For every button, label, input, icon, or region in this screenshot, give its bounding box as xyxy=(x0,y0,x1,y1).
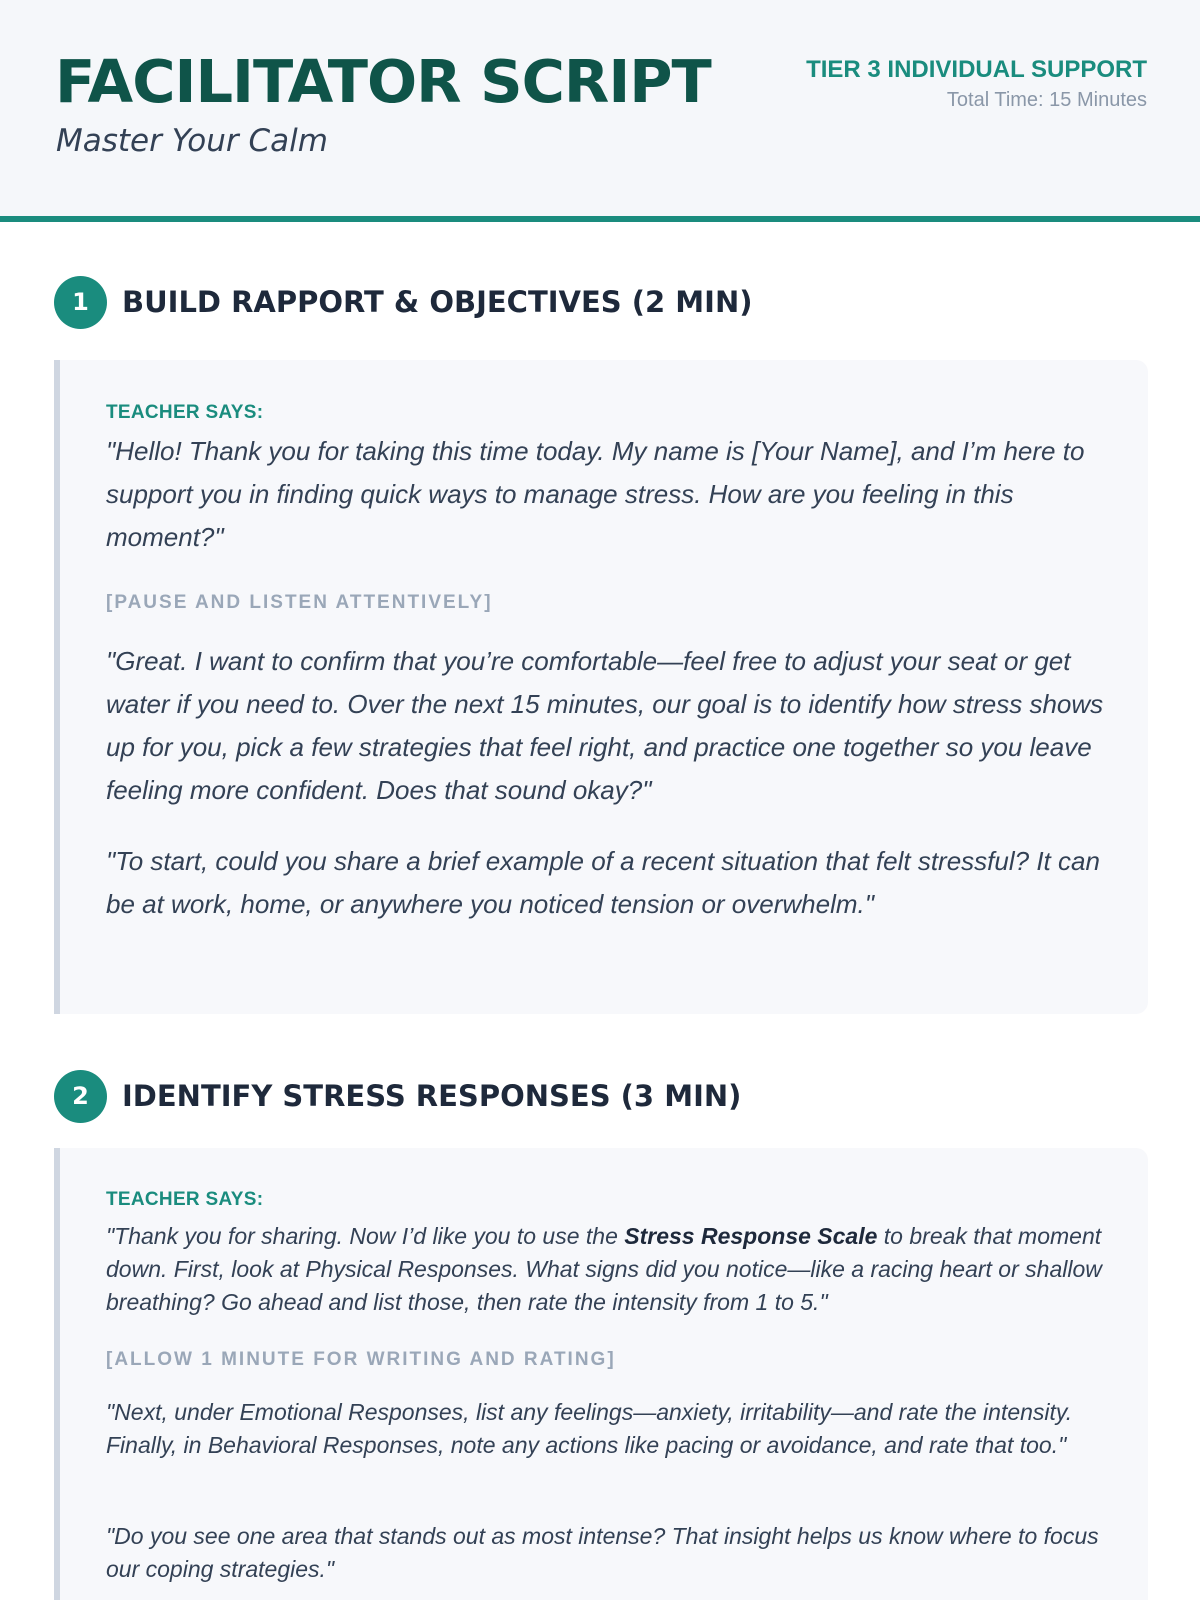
section-2-heading xyxy=(54,1069,741,1123)
script-quote: "Do you see one area that stands out as most intense? That insight helps us know where to focus our coping strategies." xyxy=(106,1523,1099,1582)
quote-text: to break that moment down. First, look at Physical Responses. What signs did you notice—like a racing heart or shallow breathing? Go ahead and list those, then rate the intensity from 1 to 5." xyxy=(106,1223,1102,1315)
section-number-badge: 2 xyxy=(54,1070,107,1123)
script-quote: "Next, under Emotional Responses, list any feelings—anxiety, irritability—and rate the intensity. Finally, in Behavioral Responses, note any actions like pacing or avoidance, and rate that too." xyxy=(106,1399,1073,1458)
stage-direction: [ALLOW 1 MINUTE FOR WRITING AND RATING] xyxy=(106,1349,616,1370)
section-2-script-card xyxy=(54,1148,1148,1600)
section-number-badge: 1 xyxy=(54,276,107,329)
section-1-script-card xyxy=(54,360,1148,1014)
page-title: FACILITATOR SCRIPT xyxy=(55,47,711,116)
stress-response-scale-emphasis: Stress Response Scale xyxy=(624,1223,878,1249)
teacher-says-label: TEACHER SAYS: xyxy=(106,1189,264,1210)
script-quote xyxy=(106,1220,1106,1319)
teacher-says-label: TEACHER SAYS: xyxy=(106,402,264,423)
total-time: Total Time: 15 Minutes xyxy=(946,89,1147,111)
script-quote: "To start, could you share a brief example of a recent situation that felt stressful? It can be at work, home, or anywhere you noticed tension or overwhelm." xyxy=(106,846,1100,919)
section-1-heading xyxy=(54,275,752,329)
section-title: BUILD RAPPORT & OBJECTIVES (2 MIN) xyxy=(122,285,753,319)
section-title: IDENTIFY STRESS RESPONSES (3 MIN) xyxy=(122,1079,742,1113)
stage-direction: [PAUSE AND LISTEN ATTENTIVELY] xyxy=(106,592,493,613)
header xyxy=(0,0,1200,222)
page-subtitle: Master Your Calm xyxy=(56,123,328,159)
script-quote: "Hello! Thank you for taking this time today. My name is [Your Name], and I’m here to support you in finding quick ways to manage stress. How are you feeling in this moment?" xyxy=(106,436,1085,552)
tier-label: TIER 3 INDIVIDUAL SUPPORT xyxy=(806,56,1147,83)
quote-text: "Thank you for sharing. Now I’d like you to use the xyxy=(106,1223,625,1249)
script-quote: "Great. I want to confirm that you’re comfortable—feel free to adjust your seat or get water if you need to. Over the next 15 minutes, our goal is to identify how stress shows up for you, pick a few strategies that feel right, and practice one together so you leave feeling more confident. Does that sound okay?" xyxy=(106,646,1104,805)
